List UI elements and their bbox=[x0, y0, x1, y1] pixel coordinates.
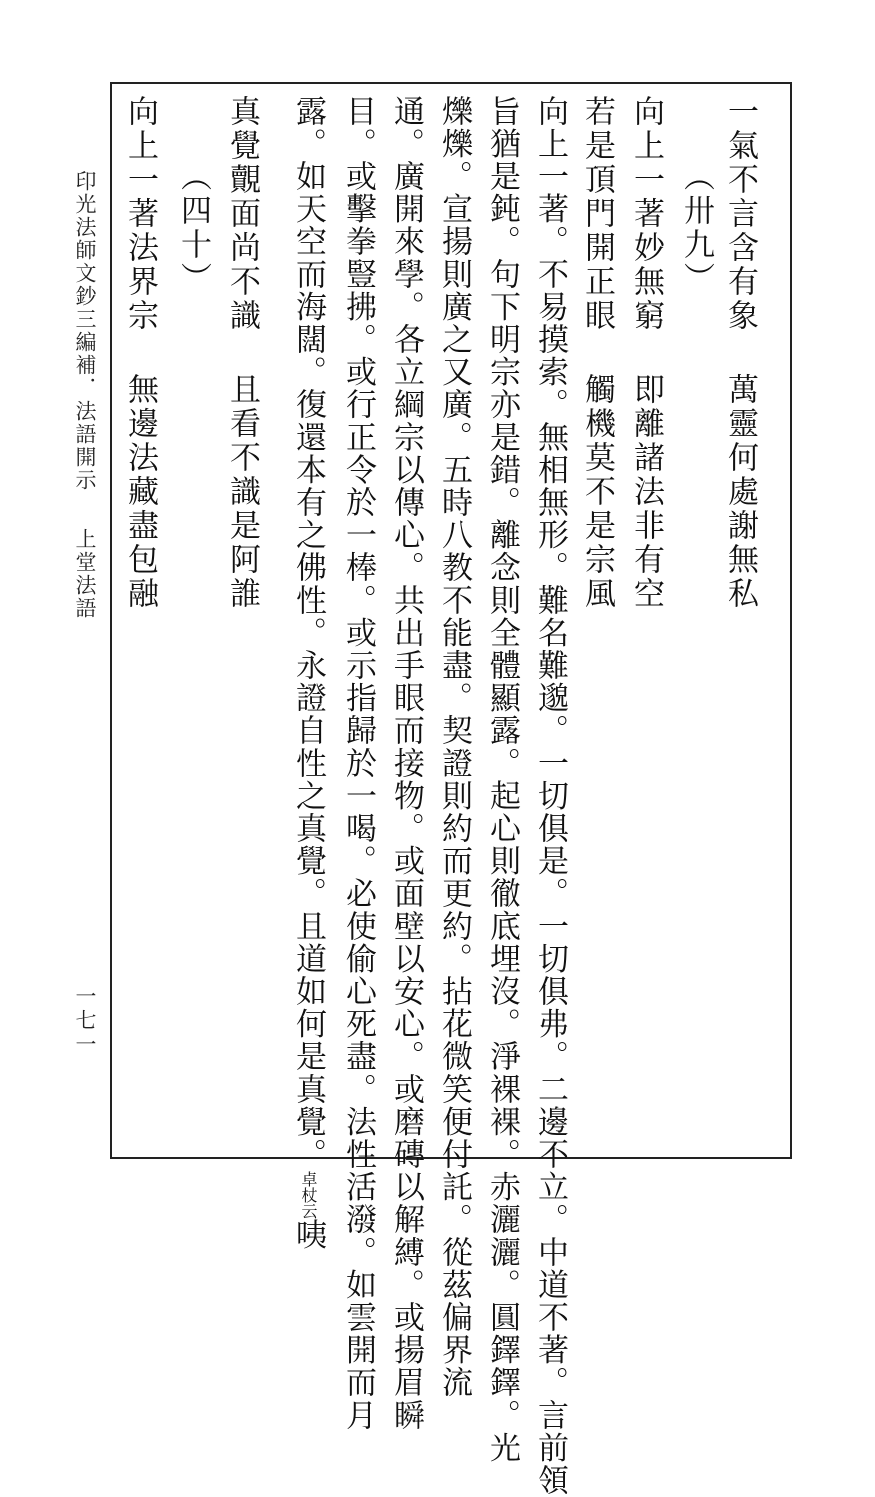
verse-line-4: 真覺覿面尚不識且看不識是阿誰 bbox=[224, 95, 260, 611]
page-number: 一七一 bbox=[73, 985, 97, 1057]
section-title: 上堂法語 bbox=[73, 528, 97, 620]
verse-number-40: （四十） bbox=[175, 160, 211, 296]
verse-line-2: 向上一著妙無窮即離諸法非有空 bbox=[628, 95, 664, 611]
annotation-small-text: 卓杖云 bbox=[299, 1170, 318, 1219]
verse-line-3: 若是頂門開正眼觸機莫不是宗風 bbox=[579, 95, 615, 611]
book-title: 印光法師文鈔三編補．法語開示 bbox=[73, 170, 97, 492]
prose-line-5: 目。或擊拳豎拂。或行正令於一棒。或示指歸於一喝。必使偷心死盡。法性活潑。如雲開而月 bbox=[340, 95, 376, 1432]
verse-number-39: （卅九） bbox=[678, 160, 714, 296]
verse-line-1: 一氣不言含有象萬靈何處謝無私 bbox=[722, 95, 758, 611]
prose-line-1: 向上一著。不易摸索。無相無形。難名難邈。一切俱是。一切俱弗。二邊不立。中道不著。言前領 bbox=[532, 95, 568, 1497]
prose-line-2: 旨猶是鈍。句下明宗亦是錯。離念則全體顯露。起心則徹底埋沒。淨裸裸。赤灑灑。圓鐸鐸。光 bbox=[484, 95, 520, 1465]
verse-line-5: 向上一著法界宗無邊法藏盡包融 bbox=[122, 95, 158, 611]
prose-line-3: 爍爍。宣揚則廣之又廣。五時八教不能盡。契證則約而更約。拈花微笑便付託。從茲偏界流 bbox=[436, 95, 472, 1399]
prose-line-4: 通。廣開來學。各立綱宗以傳心。共出手眼而接物。或面壁以安心。或磨磚以解縛。或揚眉瞬 bbox=[388, 95, 424, 1432]
prose-line-6: 露。如天空而海闊。復還本有之佛性。永證自性之真覺。且道如何是真覺。卓杖云咦 bbox=[290, 95, 326, 1252]
